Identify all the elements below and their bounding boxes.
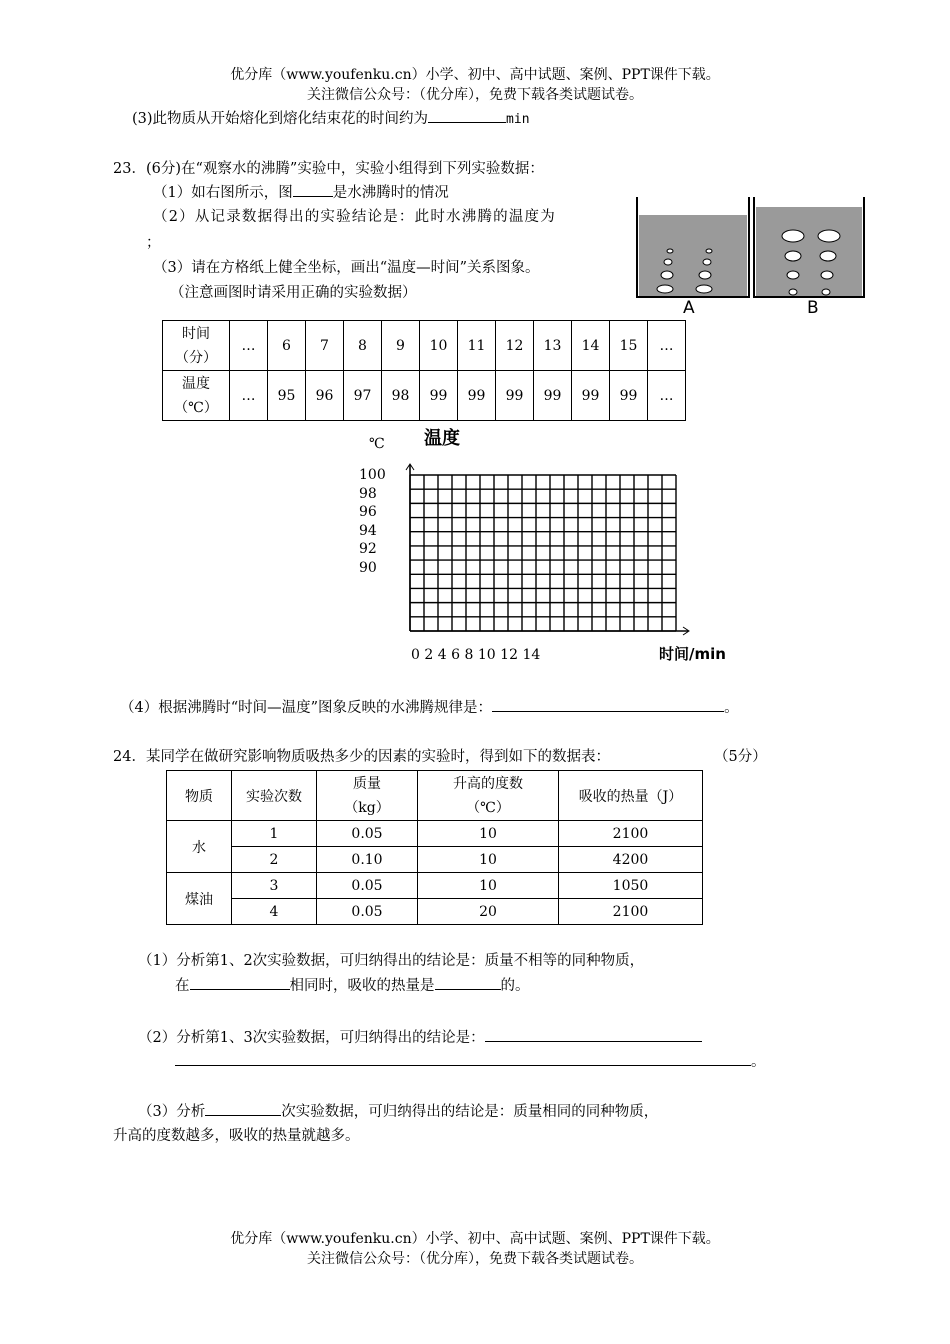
q23-title: 23．(6分)在“观察水的沸腾”实验中，实验小组得到下列实验数据： [113,161,544,177]
q23-part4-blank[interactable] [492,697,724,712]
x-tick: 4 [437,647,447,663]
time-cell: 13 [534,321,572,371]
header-mass-1: 质量 [353,775,381,792]
q24-part2-blank1[interactable] [485,1027,702,1042]
q24-data-table [166,770,703,925]
time-cell: 7 [306,321,344,371]
graph-y-title: 温度 [424,428,460,449]
temp-cell: 99 [572,371,610,421]
header-mass-2: （kg） [344,799,390,816]
q22-answer-blank[interactable] [428,108,506,123]
temp-cell: 99 [534,371,572,421]
heat-cell: 4200 [559,847,703,873]
y-tick: 98 [359,485,377,502]
substance-kerosene: 煤油 [167,873,232,925]
temp-cell: 99 [458,371,496,421]
temp-cell: 95 [268,371,306,421]
temp-label-1: 温度 [182,375,210,392]
temp-row [163,371,686,421]
graph-y-ticks [359,466,386,578]
header-rise-2: （℃） [466,799,510,816]
q23-part1-blank[interactable] [293,182,333,197]
q23-part4 [120,697,739,719]
x-tick: 6 [451,647,461,663]
time-ellipsis-end: … [648,321,686,371]
temp-label [163,371,230,421]
q24-part2-line2 [175,1051,766,1073]
time-cell: 8 [344,321,382,371]
rise-cell: 20 [418,899,559,925]
table-row [167,821,703,847]
q22-part3 [132,108,530,131]
table-row [167,899,703,925]
q23-part1-prefix: （1）如右图所示，图 [153,185,293,201]
beaker-a [637,197,749,297]
header-rise-1: 升高的度数 [453,775,523,792]
graph-grid[interactable] [400,460,695,640]
x-tick: 12 [500,647,518,663]
q23-part1-suffix: 是水沸腾时的情况 [332,185,449,201]
q22-part3-text: (3)此物质从开始熔化到熔化结束花的时间约为 [132,111,429,127]
trial-cell: 3 [232,873,317,899]
rise-cell: 10 [418,873,559,899]
heat-cell: 2100 [559,899,703,925]
time-cell: 10 [420,321,458,371]
header-mass [317,771,418,821]
q23-data-table [162,320,686,421]
rise-cell: 10 [418,821,559,847]
y-tick: 92 [359,541,377,558]
heat-cell: 2100 [559,821,703,847]
footer-line-1: 优分库（www.youfenku.cn）小学、初中、高中试题、案例、PPT课件下载。 [230,1231,720,1247]
q24-part1-blank1[interactable] [190,975,290,990]
time-ellipsis-start: … [230,321,268,371]
q23-note: （注意画图时请采用正确的实验数据） [170,285,417,301]
mass-cell: 0.10 [317,847,418,873]
time-label-1: 时间 [182,325,210,342]
temp-cell: 99 [420,371,458,421]
time-cell: 6 [268,321,306,371]
mass-cell: 0.05 [317,873,418,899]
q24-part1-c: 的。 [500,978,530,994]
time-label [163,321,230,371]
time-label-2: （分） [175,349,217,366]
y-tick: 96 [359,504,377,521]
q23-part2: （2）从记录数据得出的实验结论是：此时水沸腾的温度为 [153,209,556,225]
time-cell: 9 [382,321,420,371]
q24-part1-blank2[interactable] [435,975,501,990]
footer-line-2: 关注微信公众号：（优分库），免费下载各类试题试卷。 [307,1251,643,1267]
q24-part3-blank[interactable] [205,1101,281,1116]
y-tick: 90 [359,559,377,576]
temp-ellipsis-end: … [648,371,686,421]
q24-part2-blank2[interactable] [175,1051,751,1066]
mass-cell: 0.05 [317,821,418,847]
q24-score: （5分） [714,749,767,765]
time-cell: 15 [610,321,648,371]
beaker-label-b: B [807,298,819,318]
rise-cell: 10 [418,847,559,873]
temp-cell: 96 [306,371,344,421]
q22-unit: min [506,112,530,127]
temp-cell: 97 [344,371,382,421]
trial-cell: 1 [232,821,317,847]
table-row [167,847,703,873]
heat-cell: 1050 [559,873,703,899]
beakers-figure [632,195,872,320]
y-tick: 94 [359,522,377,539]
trial-cell: 2 [232,847,317,873]
time-cell: 14 [572,321,610,371]
header-line-2: 关注微信公众号：（优分库），免费下载各类试题试卷。 [307,87,643,103]
q23-part3: （3）请在方格纸上健全坐标，画出“温度—时间”关系图象。 [153,260,540,276]
trial-cell: 4 [232,899,317,925]
substance-water: 水 [167,821,232,873]
table-row [167,873,703,899]
q24-part1-a: 在 [175,978,190,994]
q24-part3-line2: 升高的度数越多，吸收的热量就越多。 [113,1128,360,1144]
time-cell: 12 [496,321,534,371]
q24-part2-end: 。 [751,1054,766,1070]
x-tick: 0 [411,647,420,663]
q23-part4-end: 。 [724,700,739,716]
beaker-b [754,197,864,297]
q24-part3-a: （3）分析 [138,1104,206,1120]
header-heat: 吸收的热量（J） [559,771,703,821]
header-rise [418,771,559,821]
q24-part2-text: （2）分析第1、3次实验数据，可归纳得出的结论是： [138,1030,485,1046]
y-tick: 100 [359,467,386,483]
x-tick: 2 [424,647,434,663]
header-line-1: 优分库（www.youfenku.cn）小学、初中、高中试题、案例、PPT课件下载。 [230,67,720,83]
temp-ellipsis-start: … [230,371,268,421]
header-substance: 物质 [167,771,232,821]
x-tick: 8 [464,647,474,663]
q24-part1-b: 相同时，吸收的热量是 [289,978,435,994]
q24-part1-line1: （1）分析第1、2次实验数据，可归纳得出的结论是：质量不相等的同种物质， [138,953,645,969]
q24-part2 [138,1027,702,1049]
q24-part3-b: 次实验数据，可归纳得出的结论是：质量相同的同种物质， [281,1104,659,1120]
x-tick: 10 [477,647,496,663]
q23-part1 [153,182,449,204]
temp-cell: 99 [610,371,648,421]
q23-part4-text: （4）根据沸腾时“时间—温度”图象反映的水沸腾规律是： [120,700,493,716]
temp-label-2: （℃） [174,399,218,416]
q24-title: 24．某同学在做研究影响物质吸热多少的因素的实验时，得到如下的数据表： [113,749,610,765]
time-row [163,321,686,371]
time-cell: 11 [458,321,496,371]
q23-part2-end: ； [146,235,161,251]
graph-x-title: 时间/min [659,645,726,663]
header-trial: 实验次数 [232,771,317,821]
graph-unit: ℃ [369,436,385,452]
q24-header-row [167,771,703,821]
temp-cell: 99 [496,371,534,421]
beaker-label-a: A [683,298,695,318]
q24-part1-line2 [175,975,530,997]
mass-cell: 0.05 [317,899,418,925]
q24-part3 [138,1101,658,1123]
graph-x-ticks [411,647,540,663]
temp-cell: 98 [382,371,420,421]
x-tick: 14 [522,647,541,663]
